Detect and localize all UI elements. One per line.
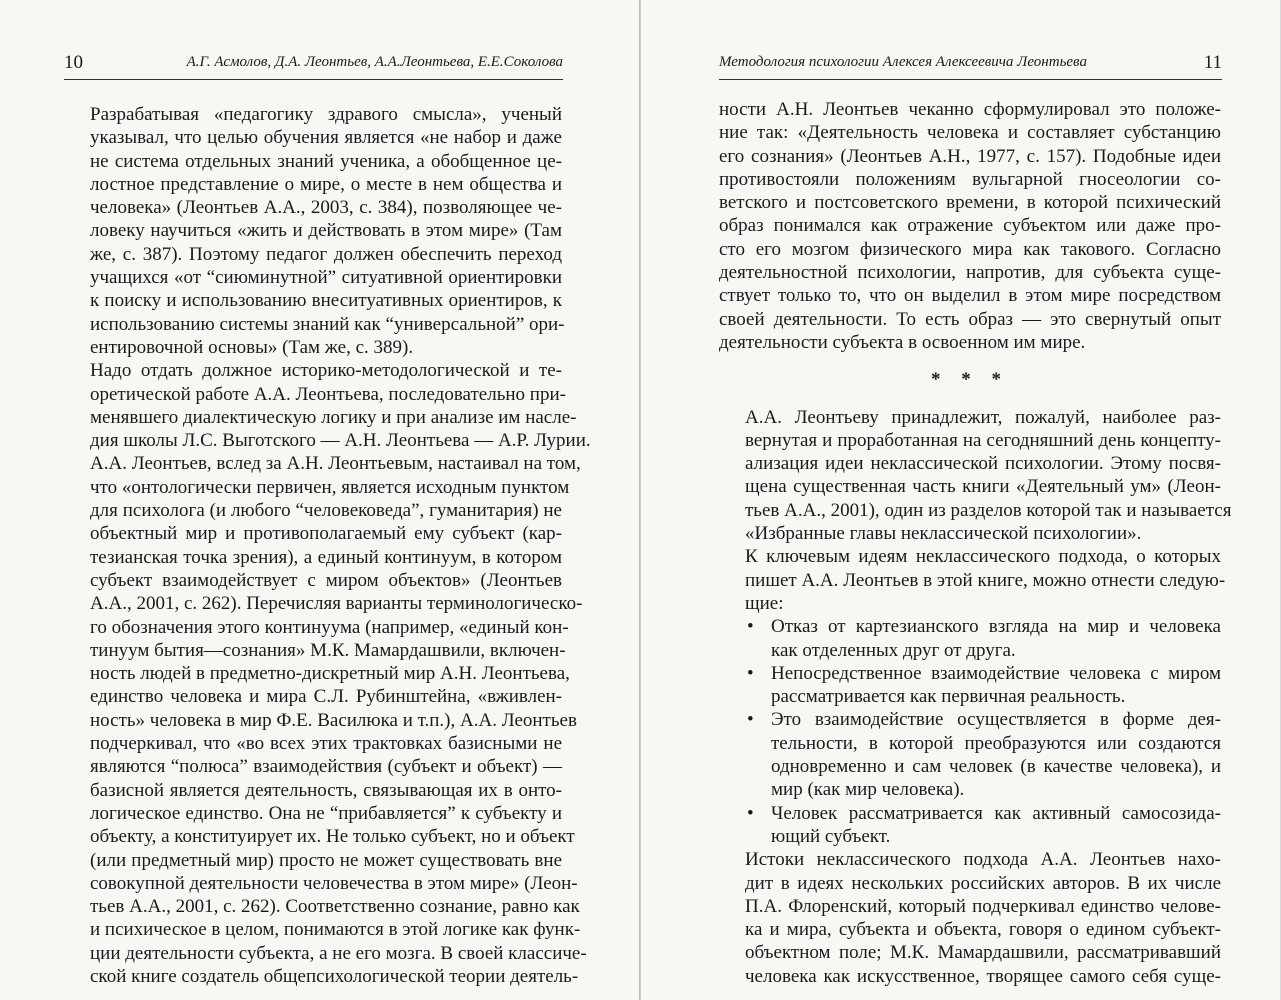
right-page-number: 11 [1203,52,1222,73]
paragraph [719,406,1232,546]
text-line: к поиску и использованию внеситуативных ориентиров, к [90,290,562,312]
text-line: А.А., 2001, с. 262). Перечисляя варианты терминологическо- [90,593,583,615]
text-line: мир (как мир человека). [771,779,965,801]
text-line: ентировочной основы» (Там же, с. 389). [90,336,414,358]
text-line: лостное представление о мире, о месте в нем общества и [90,173,562,195]
text-line: противостояли положениям вульгарной гносеологии со- [719,168,1221,190]
text-line: своей деятельности. То есть образ — это свернутый опыт [719,308,1221,330]
text-line: ствует только то, что он выделил в этом мире посредством [719,285,1221,307]
text-line: не система отдельных знаний ученика, а обобщенное це- [90,150,562,172]
text-line: К ключевым идеям неклассического подхода, о которых [745,546,1221,568]
paragraph [64,359,591,988]
text-line: логическое единство. Она не “прибавляется” к субъекту и [90,802,562,824]
text-line: менявшего диалектическую логику и при анализе им насле- [90,406,577,428]
text-line: ющий субъект. [771,825,891,847]
text-line: тельности, в которой преобразуются или создаются [771,732,1221,754]
text-line: Надо отдать должное историко-методологической и те- [90,360,562,382]
text-line: использованию системы знаний как “универсальной” ори- [90,313,565,335]
text-line: Разрабатывая «педагогику здравого смысла», ученый [90,104,562,125]
text-line: его сознания» (Леонтьев А.Н., 1977, с. 157). Подобные идеи [719,145,1221,167]
text-line: сто его мозгом физического мира как такового. Согласно [719,238,1221,260]
text-line: щена существенная часть книги «Деятельный ум» (Леон- [745,476,1221,498]
text-line: являются “полюса” взаимодействия (субъект и объект) — [90,756,562,778]
text-line: вернутая и проработанная на сегодняшний день концепту- [745,429,1221,451]
text-line: оретической работе А.А. Леонтьева, последовательно при- [90,383,566,405]
text-line: щие: [745,592,784,614]
paragraph [64,103,565,359]
text-line: ность людей в предметно-дискретный мир А.Н. Леонтьева, [90,663,570,685]
list-item [719,615,1221,662]
list-item [719,662,1221,709]
text-line: П.А. Флоренский, который подчеркивал единство челове- [745,895,1221,917]
text-line: и психическое в целом, понимаются в этой логике как функ- [90,919,581,941]
text-line: тинуум бытия—сознания» М.К. Мамардашвили, включен- [90,639,566,661]
left-running-head [64,54,563,80]
text-line: Истоки неклассического подхода А.А. Леонтьев нахо- [745,849,1221,871]
text-line: человека как искусственное, творящее самого себя суще- [745,965,1221,987]
text-line: человека» (Леонтьев А.А., 2003, с. 384), позволяющее че- [90,197,562,219]
left-page-number: 10 [64,52,83,73]
text-line: ской книге создатель общепсихологической теории деятель- [90,965,579,987]
text-line: пишет А.А. Леонтьев в этой книге, можно отнести следую- [745,569,1226,591]
text-line: ветского и постсоветского времени, в которой психический [719,192,1221,214]
text-line: тезианская точка зрения), а единый континуум, в котором [90,546,562,568]
text-line: для психолога (и любого “человековеда”, гуманитария) не [90,500,562,522]
text-line: подчеркивал, что «во всех этих трактовках базисными не [90,733,562,755]
text-line: А.А. Леонтьеву принадлежит, пожалуй, наиболее раз- [745,406,1221,428]
list-item [719,802,1221,849]
text-line: ализация идеи неклассической психологии. Этому посвя- [745,453,1221,475]
text-line: объекту, а конституирует их. Не только субъект, но и объект [90,826,575,848]
text-line: (или предметный мир) просто не может существовать вне [90,849,562,871]
text-line: базисной является деятельность, связывающая их в онто- [90,779,562,801]
right-page-body [719,98,1232,988]
text-line: что «онтологически первичен, является исходным пунктом [90,476,570,498]
right-running-head [719,54,1222,80]
text-line: как отделенных друг от друга. [771,639,1016,661]
text-line: ка и мира, субъекта и объекта, говоря о едином субъект- [745,919,1221,941]
bullet-list [719,615,1221,848]
text-line: дия школы Л.С. Выготского — А.Н. Леонтьева — А.Р. Лурии. [90,430,591,452]
text-line: же, с. 387). Поэтому педагог должен обеспечить переход [90,243,562,265]
text-line: го обозначения этого континуума (например, «единый кон- [90,616,569,638]
paragraph [719,848,1221,988]
text-line: • Отказ от картезианского взгляда на мир и человека [771,616,1221,638]
text-line: ности А.Н. Леонтьев чеканно сформулировал это положе- [719,99,1221,120]
text-line: указывал, что целью обучения является «не набор и даже [90,127,562,149]
text-line: ние так: «Деятельность человека и составляет субстанцию [719,122,1221,144]
text-line: ции деятельности субъекта, а не его мозга. В своей классиче- [90,942,587,964]
text-line: одновременно и сам человек (в качестве человека), и [771,756,1221,778]
text-line: деятельностной психологии, напротив, для субъекта суще- [719,262,1221,284]
text-line: единство человека и мира С.Л. Рубинштейна, «вживлен- [90,686,562,708]
right-running-head-title: Методология психологии Алексея Алексеевича Леонтьева [719,54,1087,70]
text-line: • Это взаимодействие осуществляется в форме дея- [771,709,1221,731]
text-line: совокупной деятельности человечества в этом мире» (Леон- [90,872,578,894]
text-line: учащихся «от “сиюминутной” ситуативной ориентировки [90,267,562,289]
section-separator: * * * [931,369,1009,391]
text-line: «Избранные главы неклассической психологии». [745,523,1142,545]
text-line: рассматривается как первичная реальность. [771,686,1126,708]
text-line: субъект взаимодействует с миром объектов» (Леонтьев [90,569,562,591]
text-line: объектный мир и противополагаемый ему субъект (кар- [90,523,562,545]
right-page [640,0,1280,1000]
list-item [719,708,1221,801]
text-line: тьев А.А., 2001), один из разделов которой так и называется [745,499,1232,521]
paragraph [719,98,1221,354]
text-line: образ понимался как отражение субъектом или даже про- [719,215,1221,237]
text-line: тьев А.А., 2001, с. 262). Соответственно сознание, равно как [90,896,580,918]
left-page-body [64,103,591,988]
left-page [0,0,640,1000]
text-line: • Человек рассматривается как активный самосозида- [771,802,1221,824]
text-line: дит в идеях нескольких российских авторов. В их числе [745,872,1221,894]
text-line: ность» человека в мир Ф.Е. Василюка и т.п.), А.А. Леонтьев [90,709,577,731]
left-running-head-authors: А.Г. Асмолов, Д.А. Леонтьев, А.А.Леонтьева, Е.Е.Соколова [186,54,563,70]
text-line: ловеку научиться «жить и действовать в этом мире» (Там [90,220,562,242]
text-line: • Непосредственное взаимодействие человека с миром [771,662,1221,684]
text-line: объектном поле; М.К. Мамардашвили, рассматривавший [745,942,1221,964]
text-line: А.А. Леонтьев, вслед за А.Н. Леонтьевым, настаивал на том, [90,453,581,475]
paragraph [719,545,1226,615]
text-line: деятельности субъекта в освоенном им мире. [719,331,1086,353]
